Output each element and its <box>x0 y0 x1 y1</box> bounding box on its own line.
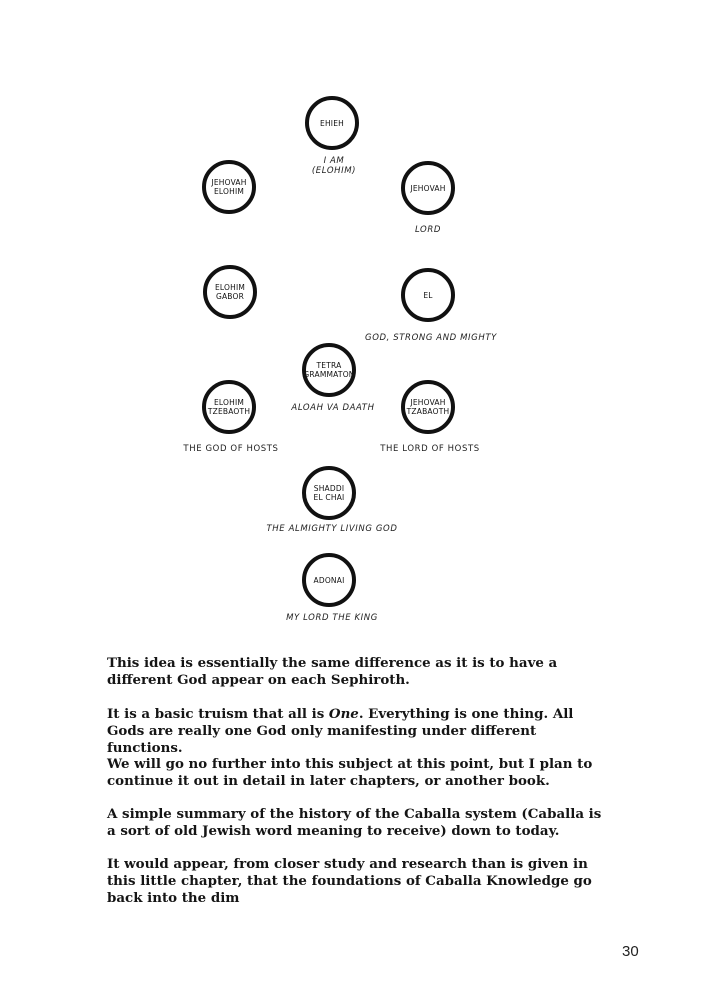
body-paragraph: It would appear, from closer study and research than is given in this little chapter, that the foundations of Caballa Knowledge go back into the dim <box>107 856 592 906</box>
sephirah-caption: MY LORD THE KING <box>286 613 378 623</box>
sephirah-circle-elohim-gabor <box>203 265 257 319</box>
sephirah-label: JEHOVAH ELOHIM <box>211 178 247 196</box>
sephirah-label: JEHOVAH TZABAOTH <box>406 398 450 416</box>
sephirah-caption: ALOAH VA DAATH <box>291 403 375 413</box>
page-number: 30 <box>622 943 639 960</box>
sephirah-caption: I AM (ELOHIM) <box>311 156 357 176</box>
sephirah-circle-elohim-tzebaoth <box>202 380 256 434</box>
sephirah-caption: THE LORD OF HOSTS <box>380 444 480 454</box>
sephirah-label: SHADDI EL CHAI <box>313 484 345 502</box>
body-paragraph <box>107 706 607 757</box>
sephirah-circle-tetragrammaton <box>302 343 356 397</box>
sephirah-caption: GOD, STRONG AND MIGHTY <box>365 333 497 343</box>
sephirah-label: ADONAI <box>313 575 345 585</box>
sephirah-circle-jehovah <box>401 161 455 215</box>
sephirah-circle-el <box>401 268 455 322</box>
body-paragraph: We will go no further into this subject at this point, but I plan to continue it out in detail in later chapters, or another book. <box>107 756 593 789</box>
sephirah-caption: LORD <box>414 225 442 235</box>
sephirah-label: EHIEH <box>320 118 344 128</box>
emphasized-word: One <box>328 706 359 722</box>
paragraph-text: It is a basic truism that all is <box>107 706 329 722</box>
sephirah-label: ELOHIM GABOR <box>214 283 246 301</box>
sephirah-circle-shaddi-el-chai <box>302 466 356 520</box>
body-paragraph: A simple summary of the history of the Caballa system (Caballa is a sort of old Jewish word meaning to receive) down to today. <box>107 806 602 839</box>
sephirah-circle-ehieh <box>305 96 359 150</box>
sephirah-circle-jehovah-elohim <box>202 160 256 214</box>
sephirah-circle-jehovah-tzabaoth <box>401 380 455 434</box>
sephirah-caption: THE GOD OF HOSTS <box>183 444 279 454</box>
paragraph-text: . Everything is one thing. All Gods are really one God only manifesting under different functions. <box>107 706 574 756</box>
sephirah-label: EL <box>423 290 433 300</box>
sephirah-caption: THE ALMIGHTY LIVING GOD <box>266 524 398 534</box>
sephirah-label: TETRA GRAMMATON <box>303 361 355 379</box>
sephirah-label: ELOHIM TZEBAOTH <box>207 398 251 416</box>
sephirah-circle-adonai <box>302 553 356 607</box>
sephirah-label: JEHOVAH <box>410 183 446 193</box>
body-paragraph: This idea is essentially the same difference as it is to have a different God appear on each Sephiroth. <box>107 655 558 688</box>
